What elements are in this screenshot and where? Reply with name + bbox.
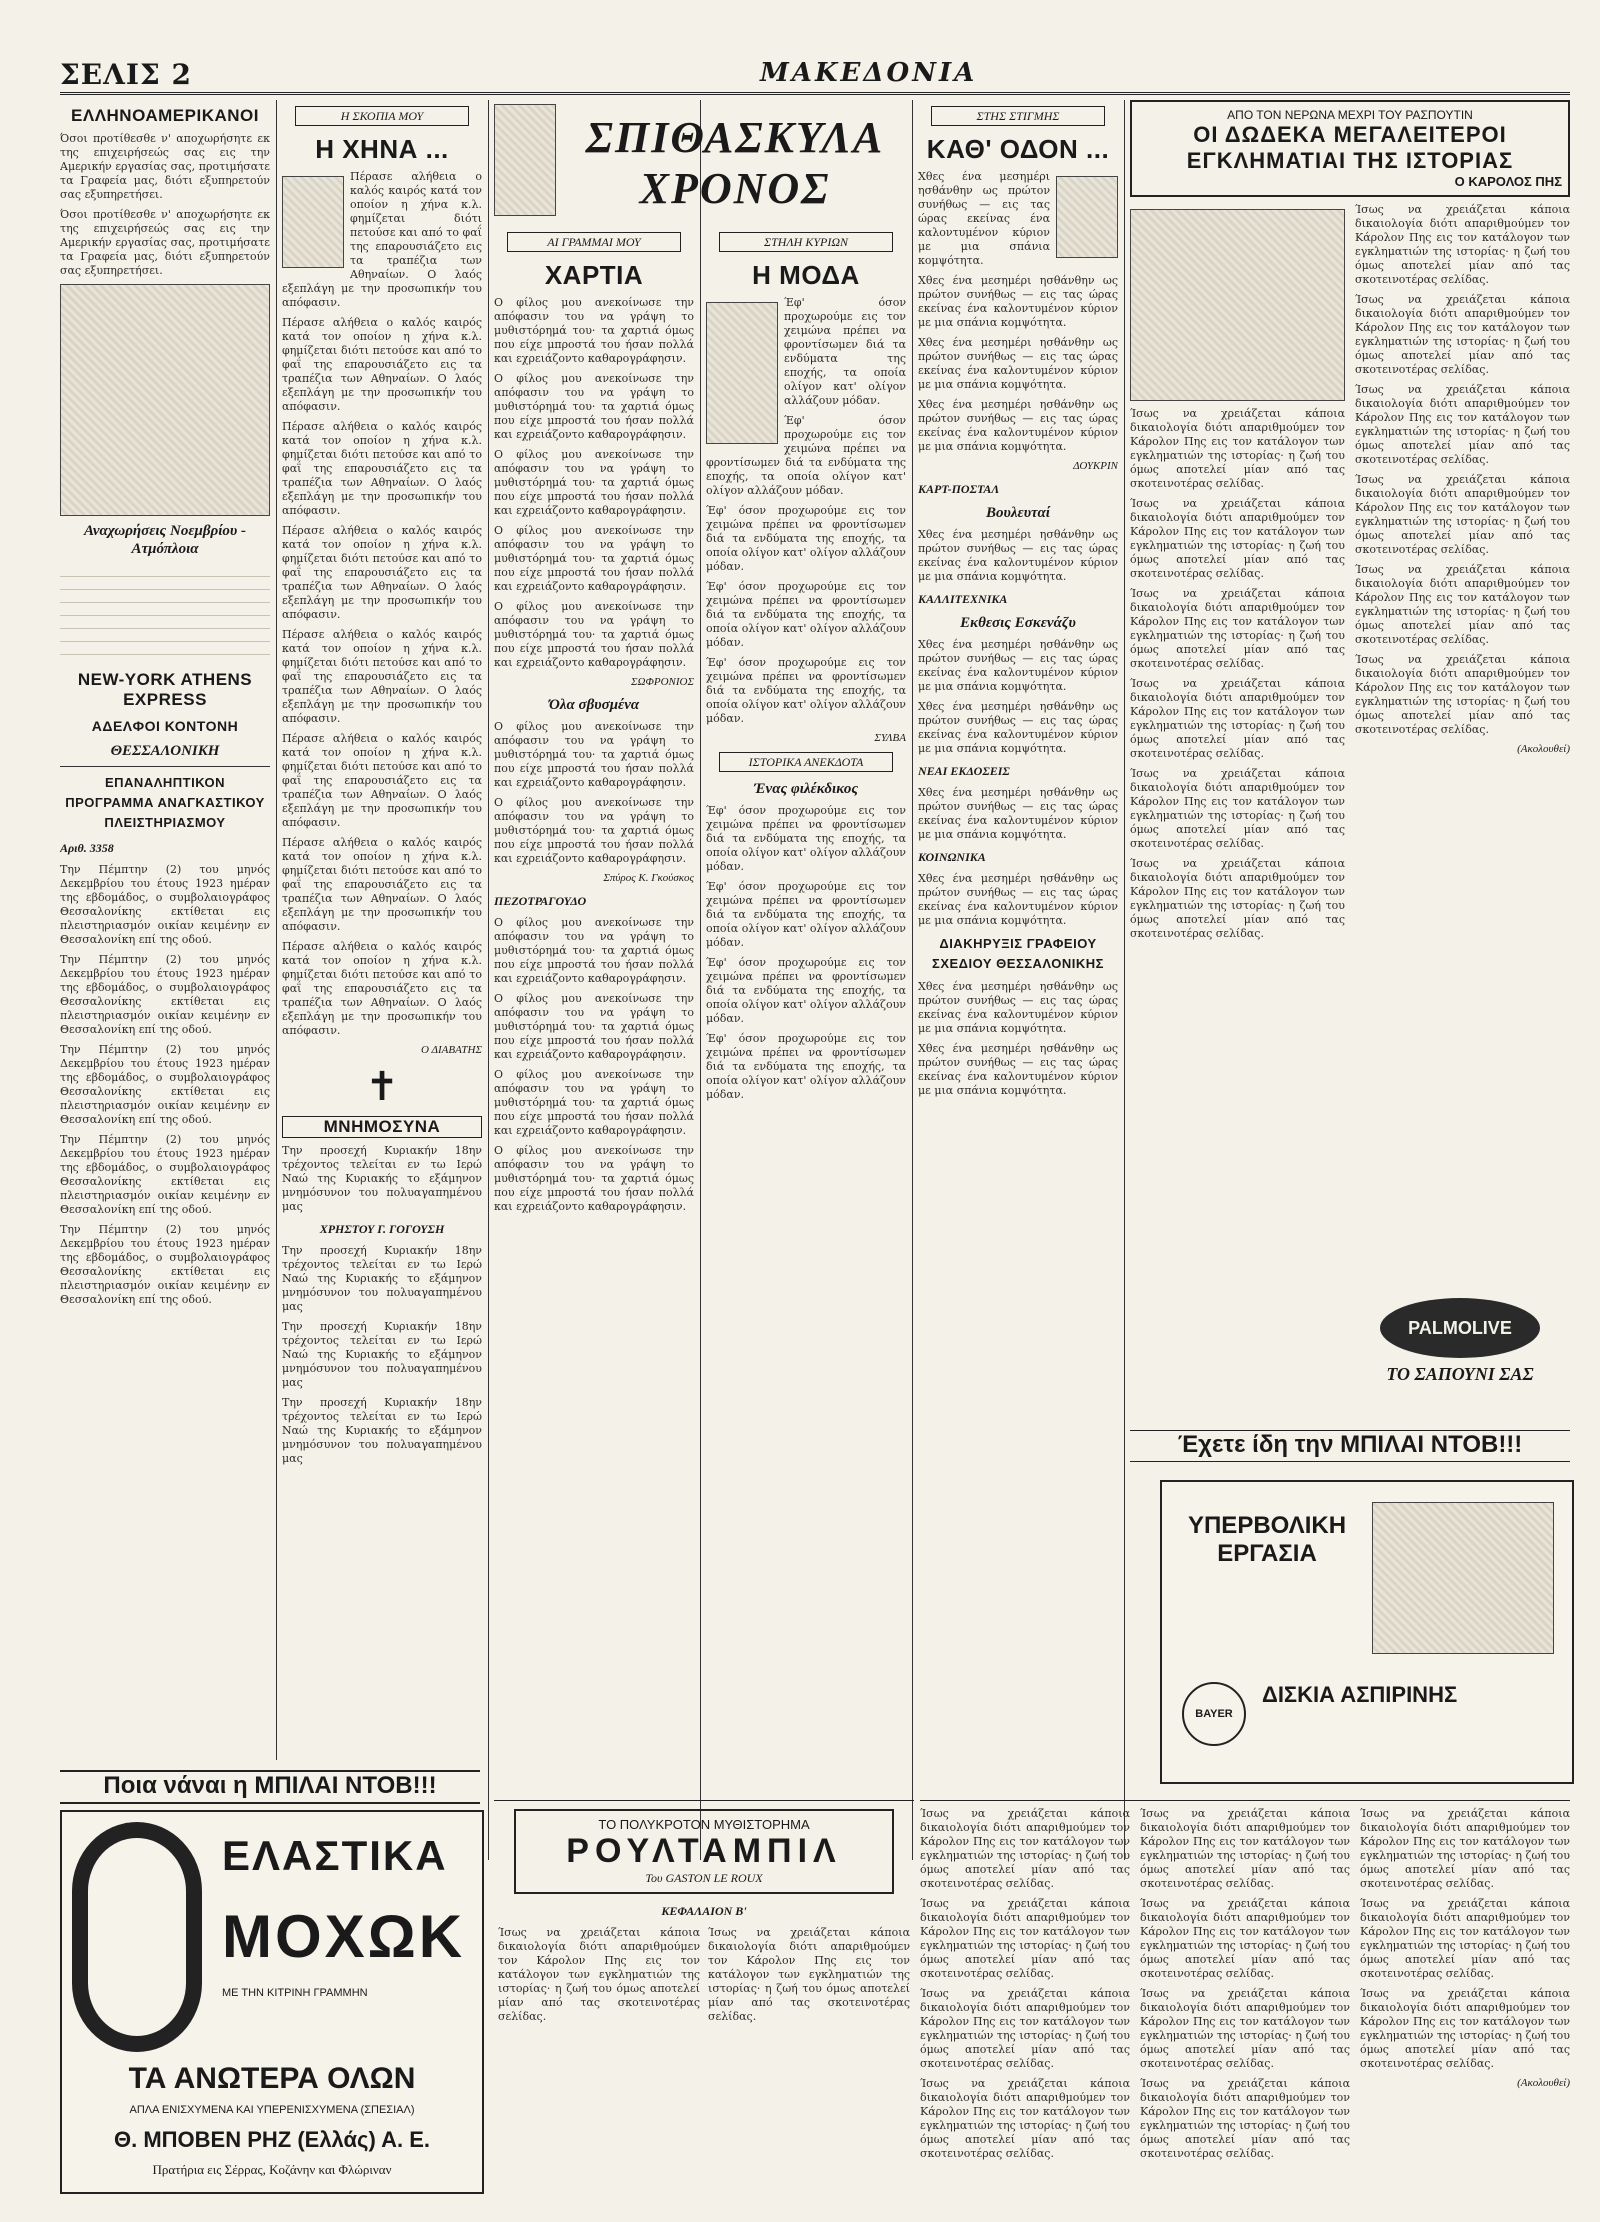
article-body: Ίσως να χρειάζεται κάποια δικαιολογία διότι απαριθμούμεν τον Κάρολον Πης εις τον κατάλογον των εγκληματιών της ιστορίας· η ζωή του όμως αποτελεί μίαν από τας σκοτεινοτέρας σελίδας. bbox=[1355, 293, 1570, 376]
serial-columns bbox=[494, 1926, 914, 2030]
bata-teaser: Έχετε ίδη την ΜΠΙΛΑΙ ΝΤΟΒ!!! bbox=[1130, 1430, 1570, 1462]
feature-banner bbox=[1130, 100, 1570, 197]
article-body: Πέρασε αλήθεια ο καλός καιρός κατά τον οποίον η χήνα κ.λ. φημίζεται διότι πετούσε και από το φαΐ της επαρουσιάζετο εις τα τραπέζια των Αθηναίων. Ο λαός εξεπλάγη με την προσωπικήν του απόφασιν. bbox=[282, 836, 482, 933]
serial-author: Του GASTON LE ROUX bbox=[645, 1871, 763, 1885]
article-body: Ο φίλος μου ανεκοίνωσε την απόφασιν του να γράψη το μυθιστόρημά του· τα χαρτιά όμως που είχε μπροστά του ήσαν πολλά και εχρειάζοντο καθαρογράφησιν. bbox=[494, 916, 694, 985]
masthead bbox=[60, 58, 1570, 95]
article-subtitle: Βουλευταί bbox=[986, 505, 1050, 521]
section-label: ΙΣΤΟΡΙΚΑ ΑΝΕΚΔΟΤΑ bbox=[719, 752, 893, 772]
feature-col-right bbox=[1355, 203, 1570, 947]
serial-text: Ίσως να χρειάζεται κάποια δικαιολογία διότι απαριθμούμεν τον Κάρολον Πης εις τον κατάλογον των εγκληματιών της ιστορίας· η ζωή του όμως αποτελεί μίαν από τας σκοτεινοτέρας σελίδας. bbox=[920, 1987, 1130, 2070]
memorial-text: Την προσεχή Κυριακήν 18ην τρέχοντος τελείται εν τω Ιερώ Ναώ της Κυριακής το εξάμηνον μνημόσυνον του πολυαγαπημένου μας bbox=[282, 1244, 482, 1313]
agent-city: ΘΕΣΣΑΛΟΝΙΚΗ bbox=[110, 743, 220, 759]
signature: ΣΩΦΡΟΝΙΟΣ bbox=[630, 676, 694, 688]
aspirin-headline bbox=[1182, 1512, 1352, 1568]
article-body: Ο φίλος μου ανεκοίνωσε την απόφασιν του να γράψη το μυθιστόρημά του· τα χαρτιά όμως που είχε μπροστά του ήσαν πολλά και εχρειάζοντο καθαρογράφησιν. bbox=[494, 372, 694, 441]
serial-text: Ίσως να χρειάζεται κάποια δικαιολογία διότι απαριθμούμεν τον Κάρολον Πης εις τον κατάλογον των εγκληματιών της ιστορίας· η ζωή του όμως αποτελεί μίαν από τας σκοτεινοτέρας σελίδας. bbox=[920, 1807, 1130, 1890]
article-body: Έφ' όσον προχωρούμε εις τον χειμώνα πρέπει να φροντίσωμεν διά τα ενδύματα της εποχής, τα οποία ολίγον κατ' ολίγον αλλάζουν μόδαν. bbox=[784, 296, 906, 407]
feature-title: ΟΙ ΔΩΔΕΚΑ ΜΕΓΑΛΕΙΤΕΡΟΙ ΕΓΚΛΗΜΑΤΙΑΙ ΤΗΣ ΙΣΤΟΡΙΑΣ bbox=[1186, 122, 1514, 173]
memorial-text: Την προσεχή Κυριακήν 18ην τρέχοντος τελείται εν τω Ιερώ Ναώ της Κυριακής το εξάμηνον μνημόσυνον του πολυαγαπημένου μας bbox=[282, 1396, 482, 1465]
article-body: Έφ' όσον προχωρούμε εις τον χειμώνα πρέπει να φροντίσωμεν διά τα ενδύματα της εποχής, τα οποία ολίγον κατ' ολίγον αλλάζουν μόδαν. bbox=[706, 580, 906, 649]
ship-schedule-title: Αναχωρήσεις Νοεμβρίου - Ατμόπλοια bbox=[83, 523, 246, 557]
article-body: Έφ' όσον προχωρούμε εις τον χειμώνα πρέπει να φροντίσωμεν διά τα ενδύματα της εποχής, τα οποία ολίγον κατ' ολίγον αλλάζουν μόδαν. bbox=[706, 880, 906, 949]
column-rule bbox=[276, 100, 277, 1760]
tyres-best: ΤΑ ΑΝΩΤΕΡΑ ΟΛΩΝ bbox=[128, 2062, 416, 2095]
section-label: Η ΣΚΟΠΙΑ ΜΟΥ bbox=[295, 106, 469, 126]
auction-title: ΕΠΑΝΑΛΗΠΤΙΚΟΝ ΠΡΟΓΡΑΜΜΑ ΑΝΑΓΚΑΣΤΙΚΟΥ ΠΛΕΙΣΤΗΡΙΑΣΜΟΥ bbox=[65, 775, 265, 830]
article-body: Ο φίλος μου ανεκοίνωσε την απόφασιν του να γράψη το μυθιστόρημά του· τα χαρτιά όμως που είχε μπροστά του ήσαν πολλά και εχρειάζοντο καθαρογράφησιν. bbox=[494, 992, 694, 1061]
column-rule bbox=[488, 100, 489, 1860]
article-subtitle: Ένας φιλέκδικος bbox=[753, 781, 859, 797]
article-body: Έφ' όσον προχωρούμε εις τον χειμώνα πρέπει να φροντίσωμεν διά τα ενδύματα της εποχής, τα οποία ολίγον κατ' ολίγον αλλάζουν μόδαν. bbox=[706, 1032, 906, 1101]
feature-columns bbox=[1130, 203, 1570, 947]
article-body: Ίσως να χρειάζεται κάποια δικαιολογία διότι απαριθμούμεν τον Κάρολον Πης εις τον κατάλογον των εγκληματιών της ιστορίας· η ζωή του όμως αποτελεί μίαν από τας σκοτεινοτέρας σελίδας. bbox=[1355, 653, 1570, 736]
tyres-title: ΕΛΑΣΤΙΚΑ bbox=[222, 1832, 448, 1879]
article-body: Πέρασε αλήθεια ο καλός καιρός κατά τον οποίον η χήνα κ.λ. φημίζεται διότι πετούσε και από το φαΐ της επαρουσιάζετο εις τα τραπέζια των Αθηναίων. Ο λαός εξεπλάγη με την προσωπικήν του απόφασιν. bbox=[282, 524, 482, 621]
article-title: Η ΜΟΔΑ bbox=[752, 260, 860, 290]
article-body: Ίσως να χρειάζεται κάποια δικαιολογία διότι απαριθμούμεν τον Κάρολον Πης εις τον κατάλογον των εγκληματιών της ιστορίας· η ζωή του όμως αποτελεί μίαν από τας σκοτεινοτέρας σελίδας. bbox=[1130, 677, 1345, 760]
article-body: Χθες ένα μεσημέρι ησθάνθην ως πρώτον συνήθως — εις τας ώρας εκείνας ένα καλοντυμένον κύριον με μια σπάνια κομψότητα. bbox=[918, 980, 1118, 1035]
bayer-cross-icon: BAYER bbox=[1182, 1682, 1246, 1746]
bata-teaser: Ποια νάναι η ΜΠΙΛΑΙ ΝΤΟΒ!!! bbox=[60, 1770, 480, 1804]
article-body: Έφ' όσον προχωρούμε εις τον χειμώνα πρέπει να φροντίσωμεν διά τα ενδύματα της εποχής, τα οποία ολίγον κατ' ολίγον αλλάζουν μόδαν. bbox=[706, 656, 906, 725]
feature-col-left bbox=[1130, 203, 1345, 947]
signature: Σπύρος Κ. Γκούσκος bbox=[603, 872, 694, 884]
auction-text: Την Πέμπτην (2) του μηνός Δεκεμβρίου του έτους 1923 ημέραν της εβδομάδος, ο συμβολαιογράφος Θεσσαλονίκης εκτίθεται εις πλειστηριασμόν οικίαν κειμένην εν Θεσσαλονίκη επί της οδού. bbox=[60, 863, 270, 946]
serial-continued bbox=[920, 1800, 1570, 2191]
signature: ΣΥΛΒΑ bbox=[874, 732, 906, 744]
memorial-name: ΧΡΗΣΤΟΥ Γ. ΓΟΓΟΥΣΗ bbox=[319, 1222, 445, 1236]
portrait-illustration bbox=[1130, 209, 1345, 401]
article-subtitle: ΚΟΙΝΩΝΙΚΑ bbox=[918, 850, 986, 864]
section-label: ΣΤΗΛΗ ΚΥΡΙΩΝ bbox=[719, 232, 893, 252]
article-title: Η ΧΗΝΑ ... bbox=[315, 134, 449, 164]
caricature-image bbox=[282, 176, 344, 268]
page-label: ΣΕΛΙΣ 2 bbox=[60, 58, 192, 91]
portrait-illustration bbox=[1056, 176, 1118, 258]
article-body: Ίσως να χρειάζεται κάποια δικαιολογία διότι απαριθμούμεν τον Κάρολον Πης εις τον κατάλογον των εγκληματιών της ιστορίας· η ζωή του όμως αποτελεί μίαν από τας σκοτεινοτέρας σελίδας. bbox=[1355, 203, 1570, 286]
article-body: Πέρασε αλήθεια ο καλός καιρός κατά τον οποίον η χήνα κ.λ. φημίζεται διότι πετούσε και από το φαΐ της επαρουσιάζετο εις τα τραπέζια των Αθηναίων. Ο λαός εξεπλάγη με την προσωπικήν του απόφασιν. bbox=[282, 940, 482, 1037]
column-rule bbox=[700, 100, 701, 1860]
article-body: Ο φίλος μου ανεκοίνωσε την απόφασιν του να γράψη το μυθιστόρημά του· τα χαρτιά όμως που είχε μπροστά του ήσαν πολλά και εχρειάζοντο καθαρογράφησιν. bbox=[494, 1068, 694, 1137]
poem-body: Ο φίλος μου ανεκοίνωσε την απόφασιν του να γράψη το μυθιστόρημά του· τα χαρτιά όμως που είχε μπροστά του ήσαν πολλά και εχρειάζοντο καθαρογράφησιν. bbox=[494, 796, 694, 865]
serial-continued-columns bbox=[920, 1801, 1570, 2167]
serial-kicker: ΤΟ ΠΟΛΥΚΡΟΤΟΝ ΜΥΘΙΣΤΟΡΗΜΑ bbox=[598, 1817, 810, 1832]
article-body: Χθες ένα μεσημέρι ησθάνθην ως πρώτον συνήθως — εις τας ώρας εκείνας ένα καλοντυμένον κύριον με μια σπάνια κομψότητα. bbox=[918, 638, 1118, 693]
article-body: Ίσως να χρειάζεται κάποια δικαιολογία διότι απαριθμούμεν τον Κάρολον Πης εις τον κατάλογον των εγκληματιών της ιστορίας· η ζωή του όμως αποτελεί μίαν από τας σκοτεινοτέρας σελίδας. bbox=[1130, 497, 1345, 580]
continued-note: (Ακολουθεί) bbox=[1517, 2077, 1570, 2089]
schedule-list bbox=[60, 564, 270, 664]
auction-number: Αριθ. 3358 bbox=[60, 841, 114, 855]
article-body: Ο φίλος μου ανεκοίνωσε την απόφασιν του να γράψη το μυθιστόρημά του· τα χαρτιά όμως που είχε μπροστά του ήσαν πολλά και εχρειάζοντο καθαρογράφησιν. bbox=[494, 600, 694, 669]
signature: ΔΟΥΚΡΙΝ bbox=[1073, 460, 1118, 472]
column-2 bbox=[282, 100, 482, 1760]
tyres-brand: ΜΟΧΩΚ bbox=[222, 1903, 466, 1970]
tyres-desc: ΑΠΛΑ ΕΝΙΣΧΥΜΕΝΑ ΚΑΙ ΥΠΕΡΕΝΙΣΧΥΜΕΝΑ (ΣΠΕΣΙΑΛ) bbox=[129, 2104, 415, 2116]
article-body: Πέρασε αλήθεια ο καλός καιρός κατά τον οποίον η χήνα κ.λ. φημίζεται διότι πετούσε και από το φαΐ της επαρουσιάζετο εις τα τραπέζια των Αθηναίων. Ο λαός εξεπλάγη με την προσωπικήν του απόφασιν. bbox=[282, 628, 482, 725]
poem-title: Όλα σβυσμένα bbox=[548, 697, 640, 713]
serial-text: Ίσως να χρειάζεται κάποια δικαιολογία διότι απαριθμούμεν τον Κάρολον Πης εις τον κατάλογον των εγκληματιών της ιστορίας· η ζωή του όμως αποτελεί μίαν από τας σκοτεινοτέρας σελίδας. bbox=[1360, 1897, 1570, 1980]
article-subtitle: ΚΑΡΤ-ΠΟΣΤΑΛ bbox=[918, 482, 1000, 496]
serial-text: Ίσως να χρειάζεται κάποια δικαιολογία διότι απαριθμούμεν τον Κάρολον Πης εις τον κατάλογον των εγκληματιών της ιστορίας· η ζωή του όμως αποτελεί μίαν από τας σκοτεινοτέρας σελίδας. bbox=[708, 1926, 910, 2023]
article-body: Χθες ένα μεσημέρι ησθάνθην ως πρώτον συνήθως — εις τας ώρας εκείνας ένα καλοντυμένον κύριον με μια σπάνια κομψότητα. bbox=[918, 786, 1118, 841]
article-body: Ίσως να χρειάζεται κάποια δικαιολογία διότι απαριθμούμεν τον Κάρολον Πης εις τον κατάλογον των εγκληματιών της ιστορίας· η ζωή του όμως αποτελεί μίαν από τας σκοτεινοτέρας σελίδας. bbox=[1130, 407, 1345, 490]
article-body: Ίσως να χρειάζεται κάποια δικαιολογία διότι απαριθμούμεν τον Κάρολον Πης εις τον κατάλογον των εγκληματιών της ιστορίας· η ζωή του όμως αποτελεί μίαν από τας σκοτεινοτέρας σελίδας. bbox=[1130, 767, 1345, 850]
serial-text: Ίσως να χρειάζεται κάποια δικαιολογία διότι απαριθμούμεν τον Κάρολον Πης εις τον κατάλογον των εγκληματιών της ιστορίας· η ζωή του όμως αποτελεί μίαν από τας σκοτεινοτέρας σελίδας. bbox=[1140, 1987, 1350, 2070]
palmolive-tag: ΤΟ ΣΑΠΟΥΝΙ ΣΑΣ bbox=[1386, 1364, 1534, 1384]
article-subtitle: ΚΑΛΛΙΤΕΧΝΙΚΑ bbox=[918, 592, 1008, 606]
article-body: Ο φίλος μου ανεκοίνωσε την απόφασιν του να γράψη το μυθιστόρημά του· τα χαρτιά όμως που είχε μπροστά του ήσαν πολλά και εχρειάζοντο καθαρογράφησιν. bbox=[494, 448, 694, 517]
auction-text: Την Πέμπτην (2) του μηνός Δεκεμβρίου του έτους 1923 ημέραν της εβδομάδος, ο συμβολαιογράφος Θεσσαλονίκης εκτίθεται εις πλειστηριασμόν οικίαν κειμένην εν Θεσσαλονίκη επί της οδού. bbox=[60, 953, 270, 1036]
article-body: Χθες ένα μεσημέρι ησθάνθην ως πρώτον συνήθως — εις τας ώρας εκείνας ένα καλοντυμένον κύριον με μια σπάνια κομψότητα. bbox=[918, 700, 1118, 755]
aspirin-headline-1: ΥΠΕΡΒΟΛΙΚΗ bbox=[1187, 1512, 1347, 1539]
article-body: Ίσως να χρειάζεται κάποια δικαιολογία διότι απαριθμούμεν τον Κάρολον Πης εις τον κατάλογον των εγκληματιών της ιστορίας· η ζωή του όμως αποτελεί μίαν από τας σκοτεινοτέρας σελίδας. bbox=[1355, 383, 1570, 466]
tyres-tag: ΜΕ ΤΗΝ ΚΙΤΡΙΝΗ ΓΡΑΜΜΗΝ bbox=[222, 1987, 368, 1999]
article-body: Χθες ένα μεσημέρι ησθάνθην ως πρώτον συνήθως — εις τας ώρας εκείνας ένα καλοντυμένον κύριον με μια σπάνια κομψότητα. bbox=[918, 398, 1118, 453]
article-body: Έφ' όσον προχωρούμε εις τον χειμώνα πρέπει να φροντίσωμεν διά τα ενδύματα της εποχής, τα οποία ολίγον κατ' ολίγον αλλάζουν μόδαν. bbox=[706, 504, 906, 573]
face-illustration bbox=[494, 104, 556, 216]
company-name: NEW-YORK ATHENS EXPRESS bbox=[77, 670, 253, 709]
article-body: Χθες ένα μεσημέρι ησθάνθην ως πρώτον συνήθως — εις τας ώρας εκείνας ένα καλοντυμένον κύριον με μια σπάνια κομψότητα. bbox=[918, 528, 1118, 583]
column-4 bbox=[706, 226, 906, 1756]
agents-name: ΑΔΕΛΦΟΙ ΚΟΝΤΟΝΗ bbox=[91, 718, 239, 734]
article-body: Έφ' όσον προχωρούμε εις τον χειμώνα πρέπει να φροντίσωμεν διά τα ενδύματα της εποχής, τα οποία ολίγον κατ' ολίγον αλλάζουν μόδαν. bbox=[706, 414, 906, 497]
serial-text: Ίσως να χρειάζεται κάποια δικαιολογία διότι απαριθμούμεν τον Κάρολον Πης εις τον κατάλογον των εγκληματιών της ιστορίας· η ζωή του όμως αποτελεί μίαν από τας σκοτεινοτέρας σελίδας. bbox=[498, 1926, 700, 2023]
serial-text: Ίσως να χρειάζεται κάποια δικαιολογία διότι απαριθμούμεν τον Κάρολον Πης εις τον κατάλογον των εγκληματιών της ιστορίας· η ζωή του όμως αποτελεί μίαν από τας σκοτεινοτέρας σελίδας. bbox=[1360, 1807, 1570, 1890]
serial-continued-col bbox=[1140, 1807, 1350, 2167]
feature-subtitle: Ο ΚΑΡΟΛΟΣ ΠΗΣ bbox=[1454, 174, 1562, 189]
memorial-text: Την προσεχή Κυριακήν 18ην τρέχοντος τελείται εν τω Ιερώ Ναώ της Κυριακής το εξάμηνον μνημόσυνον του πολυαγαπημένου μας bbox=[282, 1144, 482, 1213]
column-6 bbox=[1130, 100, 1570, 1280]
article-body: Έφ' όσον προχωρούμε εις τον χειμώνα πρέπει να φροντίσωμεν διά τα ενδύματα της εποχής, τα οποία ολίγον κατ' ολίγον αλλάζουν μόδαν. bbox=[706, 956, 906, 1025]
tyres-agent: Θ. ΜΠΟΒΕΝ ΡΗΖ (Ελλάς) Α. Ε. bbox=[113, 2127, 431, 2152]
feature-strap: ΑΠΟ ΤΟΝ ΝΕΡΩΝΑ ΜΕΧΡΙ ΤΟΥ ΡΑΣΠΟΥΤΙΝ bbox=[1227, 108, 1473, 122]
column-5 bbox=[918, 100, 1118, 1860]
ship-illustration bbox=[60, 284, 270, 516]
prose-title: ΠΕΖΟΤΡΑΓΟΥΔΟ bbox=[494, 894, 587, 908]
auction-text: Την Πέμπτην (2) του μηνός Δεκεμβρίου του έτους 1923 ημέραν της εβδομάδος, ο συμβολαιογράφος Θεσσαλονίκης εκτίθεται εις πλειστηριασμόν οικίαν κειμένην εν Θεσσαλονίκη επί της οδού. bbox=[60, 1223, 270, 1306]
article-body: Όσοι προτίθεσθε ν' αποχωρήσητε εκ της επιχειρήσεώς σας εις την Αμερικήν εργασίας σας, προτιμήσατε τα Γραφεία μας, διότι εξυπηρετούν σας εξυπηρετήσει. bbox=[60, 132, 270, 201]
mohawk-tyres-ad bbox=[60, 1810, 484, 2194]
aspirin-ad bbox=[1160, 1480, 1574, 1784]
column-1 bbox=[60, 100, 270, 1760]
article-body: Όσοι προτίθεσθε ν' αποχωρήσητε εκ της επιχειρήσεώς σας εις την Αμερικήν εργασίας σας, προτιμήσατε τα Γραφεία μας, διότι εξυπηρετούν σας εξυπηρετήσει. bbox=[60, 208, 270, 277]
article-body: Χθες ένα μεσημέρι ησθάνθην ως πρώτον συνήθως — εις τας ώρας εκείνας ένα καλοντυμένον κύριον με μια σπάνια κομψότητα. bbox=[918, 274, 1118, 329]
article-body: Πέρασε αλήθεια ο καλός καιρός κατά τον οποίον η χήνα κ.λ. φημίζεται διότι πετούσε και από το φαΐ της επαρουσιάζετο εις τα τραπέζια των Αθηναίων. Ο λαός εξεπλάγη με την προσωπικήν του απόφασιν. bbox=[282, 170, 482, 309]
aspirin-headline-2: ΕΡΓΑΣΙΑ bbox=[1217, 1540, 1317, 1567]
serial-text: Ίσως να χρειάζεται κάποια δικαιολογία διότι απαριθμούμεν τον Κάρολον Πης εις τον κατάλογον των εγκληματιών της ιστορίας· η ζωή του όμως αποτελεί μίαν από τας σκοτεινοτέρας σελίδας. bbox=[920, 2077, 1130, 2160]
serial-text: Ίσως να χρειάζεται κάποια δικαιολογία διότι απαριθμούμεν τον Κάρολον Πης εις τον κατάλογον των εγκληματιών της ιστορίας· η ζωή του όμως αποτελεί μίαν από τας σκοτεινοτέρας σελίδας. bbox=[920, 1897, 1130, 1980]
article-body: Ίσως να χρειάζεται κάποια δικαιολογία διότι απαριθμούμεν τον Κάρολον Πης εις τον κατάλογον των εγκληματιών της ιστορίας· η ζωή του όμως αποτελεί μίαν από τας σκοτεινοτέρας σελίδας. bbox=[1355, 473, 1570, 556]
memorial-text: Την προσεχή Κυριακήν 18ην τρέχοντος τελείται εν τω Ιερώ Ναώ της Κυριακής το εξάμηνον μνημόσυνον του πολυαγαπημένου μας bbox=[282, 1320, 482, 1389]
section-label: ΣΤΗΣ ΣΤΙΓΜΗΣ bbox=[931, 106, 1105, 126]
continued-note: (Ακολουθεί) bbox=[1517, 743, 1570, 755]
article-subtitle: ΝΕΑΙ ΕΚΔΟΣΕΙΣ bbox=[918, 764, 1010, 778]
article-body: Χθες ένα μεσημέρι ησθάνθην ως πρώτον συνήθως — εις τας ώρας εκείνας ένα καλοντυμένον κύριον με μια σπάνια κομψότητα. bbox=[918, 170, 1050, 267]
auction-text: Την Πέμπτην (2) του μηνός Δεκεμβρίου του έτους 1923 ημέραν της εβδομάδος, ο συμβολαιογράφος Θεσσαλονίκης εκτίθεται εις πλειστηριασμόν οικίαν κειμένην εν Θεσσαλονίκη επί της οδού. bbox=[60, 1043, 270, 1126]
signature: Ο ΔΙΑΒΑΤΗΣ bbox=[421, 1044, 482, 1056]
aspirin-product: ΔΙΣΚΙΑ ΑΣΠΙΡΙΝΗΣ bbox=[1262, 1682, 1458, 1707]
article-body: Ίσως να χρειάζεται κάποια δικαιολογία διότι απαριθμούμεν τον Κάρολον Πης εις τον κατάλογον των εγκληματιών της ιστορίας· η ζωή του όμως αποτελεί μίαν από τας σκοτεινοτέρας σελίδας. bbox=[1355, 563, 1570, 646]
article-body: Πέρασε αλήθεια ο καλός καιρός κατά τον οποίον η χήνα κ.λ. φημίζεται διότι πετούσε και από το φαΐ της επαρουσιάζετο εις τα τραπέζια των Αθηναίων. Ο λαός εξεπλάγη με την προσωπικήν του απόφασιν. bbox=[282, 420, 482, 517]
serial-text: Ίσως να χρειάζεται κάποια δικαιολογία διότι απαριθμούμεν τον Κάρολον Πης εις τον κατάλογον των εγκληματιών της ιστορίας· η ζωή του όμως αποτελεί μίαν από τας σκοτεινοτέρας σελίδας. bbox=[1140, 2077, 1350, 2160]
announcement-title: ΔΙΑΚΗΡΥΞΙΣ ΓΡΑΦΕΙΟΥ ΣΧΕΔΙΟΥ ΘΕΣΣΑΛΟΝΙΚΗΣ bbox=[932, 936, 1104, 971]
fashion-illustration bbox=[706, 302, 778, 444]
tyre-illustration bbox=[72, 1822, 202, 2052]
paper-name: ΜΑΚΕΔΟΝΙΑ bbox=[760, 58, 978, 88]
serial-continued-col bbox=[1360, 1807, 1570, 2167]
column-rule bbox=[912, 100, 913, 1860]
serial-text: Ίσως να χρειάζεται κάποια δικαιολογία διότι απαριθμούμεν τον Κάρολον Πης εις τον κατάλογον των εγκληματιών της ιστορίας· η ζωή του όμως αποτελεί μίαν από τας σκοτεινοτέρας σελίδας. bbox=[1140, 1807, 1350, 1890]
article-title: ΚΑΘ' ΟΔΟΝ ... bbox=[926, 134, 1110, 164]
article-body: Ο φίλος μου ανεκοίνωσε την απόφασιν του να γράψη το μυθιστόρημά του· τα χαρτιά όμως που είχε μπροστά του ήσαν πολλά και εχρειάζοντο καθαρογράφησιν. bbox=[494, 296, 694, 365]
article-body: Ίσως να χρειάζεται κάποια δικαιολογία διότι απαριθμούμεν τον Κάρολον Πης εις τον κατάλογον των εγκληματιών της ιστορίας· η ζωή του όμως αποτελεί μίαν από τας σκοτεινοτέρας σελίδας. bbox=[1130, 857, 1345, 940]
article-body: Ίσως να χρειάζεται κάποια δικαιολογία διότι απαριθμούμεν τον Κάρολον Πης εις τον κατάλογον των εγκληματιών της ιστορίας· η ζωή του όμως αποτελεί μίαν από τας σκοτεινοτέρας σελίδας. bbox=[1130, 587, 1345, 670]
palmolive-ad bbox=[1350, 1290, 1570, 1410]
serial-novel bbox=[494, 1800, 914, 2191]
palmolive-logo: PALMOLIVE bbox=[1380, 1298, 1540, 1358]
serial-title: ΡΟΥΛΤΑΜΠΙΛ bbox=[566, 1832, 842, 1870]
column-header-art bbox=[494, 104, 906, 222]
article-body: Πέρασε αλήθεια ο καλός καιρός κατά τον οποίον η χήνα κ.λ. φημίζεται διότι πετούσε και από το φαΐ της επαρουσιάζετο εις τα τραπέζια των Αθηναίων. Ο λαός εξεπλάγη με την προσωπικήν του απόφασιν. bbox=[282, 732, 482, 829]
article-title: ΕΛΛΗΝΟΑΜΕΡΙΚΑΝΟΙ bbox=[71, 106, 259, 125]
worker-illustration bbox=[1372, 1502, 1554, 1654]
serial-header bbox=[514, 1809, 894, 1894]
article-body: Ο φίλος μου ανεκοίνωσε την απόφασιν του να γράψη το μυθιστόρημά του· τα χαρτιά όμως που είχε μπροστά του ήσαν πολλά και εχρειάζοντο καθαρογράφησιν. bbox=[494, 524, 694, 593]
tyres-branches: Πρατήρια εις Σέρρας, Κοζάνην και Φλώριναν bbox=[152, 2162, 392, 2177]
column-rule bbox=[1124, 100, 1125, 1860]
column-header-title: ΣΠΙΘΑΣΚΥΛΑ ΧΡΟΝΟΣ bbox=[585, 113, 885, 213]
article-body: Έφ' όσον προχωρούμε εις τον χειμώνα πρέπει να φροντίσωμεν διά τα ενδύματα της εποχής, τα οποία ολίγον κατ' ολίγον αλλάζουν μόδαν. bbox=[706, 804, 906, 873]
serial-text: Ίσως να χρειάζεται κάποια δικαιολογία διότι απαριθμούμεν τον Κάρολον Πης εις τον κατάλογον των εγκληματιών της ιστορίας· η ζωή του όμως αποτελεί μίαν από τας σκοτεινοτέρας σελίδας. bbox=[1140, 1897, 1350, 1980]
article-body: Ο φίλος μου ανεκοίνωσε την απόφασιν του να γράψη το μυθιστόρημά του· τα χαρτιά όμως που είχε μπροστά του ήσαν πολλά και εχρειάζοντο καθαρογράφησιν. bbox=[494, 1144, 694, 1213]
poem-body: Ο φίλος μου ανεκοίνωσε την απόφασιν του να γράψη το μυθιστόρημά του· τα χαρτιά όμως που είχε μπροστά του ήσαν πολλά και εχρειάζοντο καθαρογράφησιν. bbox=[494, 720, 694, 789]
column-3 bbox=[494, 226, 694, 1756]
article-body: Πέρασε αλήθεια ο καλός καιρός κατά τον οποίον η χήνα κ.λ. φημίζεται διότι πετούσε και από το φαΐ της επαρουσιάζετο εις τα τραπέζια των Αθηναίων. Ο λαός εξεπλάγη με την προσωπικήν του απόφασιν. bbox=[282, 316, 482, 413]
article-body: Χθες ένα μεσημέρι ησθάνθην ως πρώτον συνήθως — εις τας ώρας εκείνας ένα καλοντυμένον κύριον με μια σπάνια κομψότητα. bbox=[918, 872, 1118, 927]
divider bbox=[60, 766, 270, 767]
auction-text: Την Πέμπτην (2) του μηνός Δεκεμβρίου του έτους 1923 ημέραν της εβδομάδος, ο συμβολαιογράφος Θεσσαλονίκης εκτίθεται εις πλειστηριασμόν οικίαν κειμένην εν Θεσσαλονίκη επί της οδού. bbox=[60, 1133, 270, 1216]
article-body: Χθες ένα μεσημέρι ησθάνθην ως πρώτον συνήθως — εις τας ώρας εκείνας ένα καλοντυμένον κύριον με μια σπάνια κομψότητα. bbox=[918, 336, 1118, 391]
article-body: Χθες ένα μεσημέρι ησθάνθην ως πρώτον συνήθως — εις τας ώρας εκείνας ένα καλοντυμένον κύριον με μια σπάνια κομψότητα. bbox=[918, 1042, 1118, 1097]
cross-icon: ✝ bbox=[365, 1064, 399, 1110]
serial-text: Ίσως να χρειάζεται κάποια δικαιολογία διότι απαριθμούμεν τον Κάρολον Πης εις τον κατάλογον των εγκληματιών της ιστορίας· η ζωή του όμως αποτελεί μίαν από τας σκοτεινοτέρας σελίδας. bbox=[1360, 1987, 1570, 2070]
section-label: ΑΙ ΓΡΑΜΜΑΙ ΜΟΥ bbox=[507, 232, 681, 252]
article-subtitle: Εκθεσις Εσκενάζυ bbox=[960, 615, 1076, 631]
article-title: ΧΑΡΤΙΑ bbox=[544, 260, 644, 290]
memorial-title: ΜΝΗΜΟΣΥΝΑ bbox=[282, 1116, 482, 1138]
serial-chapter: ΚΕΦΑΛΑΙΟΝ Β' bbox=[661, 1904, 747, 1918]
serial-continued-col bbox=[920, 1807, 1130, 2167]
